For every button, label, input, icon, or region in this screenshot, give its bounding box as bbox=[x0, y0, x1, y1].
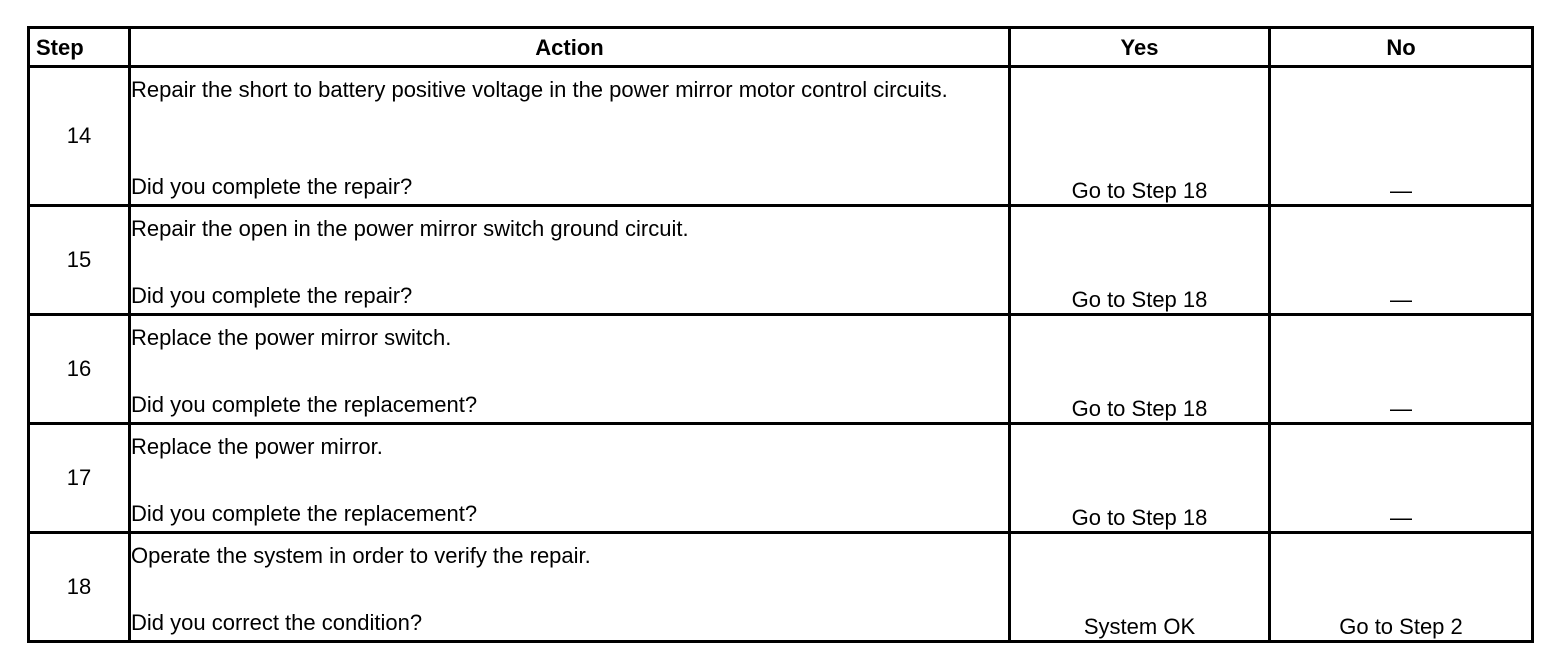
action-cell bbox=[130, 532, 1010, 641]
action-cell bbox=[130, 423, 1010, 532]
action-question: Did you complete the repair? bbox=[131, 282, 413, 308]
diagnostic-table bbox=[27, 26, 1534, 643]
table-row bbox=[29, 314, 1533, 423]
step-number: 17 bbox=[29, 423, 130, 532]
action-instruction: Replace the power mirror switch. bbox=[131, 324, 452, 350]
action-instruction: Repair the open in the power mirror switch ground circuit. bbox=[131, 215, 689, 241]
action-instruction: Repair the short to battery positive voltage in the power mirror motor control circuits. bbox=[131, 77, 948, 102]
step-number: 18 bbox=[29, 532, 130, 641]
header-yes: Yes bbox=[1010, 28, 1270, 67]
yes-result: Go to Step 18 bbox=[1010, 205, 1270, 314]
action-cell bbox=[130, 205, 1010, 314]
action-question: Did you correct the condition? bbox=[131, 610, 423, 635]
action-question: Did you complete the replacement? bbox=[131, 500, 478, 526]
table-row bbox=[29, 205, 1533, 314]
yes-result: System OK bbox=[1010, 532, 1270, 641]
header-step: Step bbox=[29, 28, 130, 67]
action-question: Did you complete the replacement? bbox=[131, 391, 478, 417]
action-instruction: Operate the system in order to verify the repair. bbox=[131, 542, 591, 568]
table-row bbox=[29, 67, 1533, 206]
table-row bbox=[29, 423, 1533, 532]
no-result: — bbox=[1270, 423, 1533, 532]
diagnostic-table-container bbox=[27, 26, 1531, 643]
header-no: No bbox=[1270, 28, 1533, 67]
no-result: — bbox=[1270, 67, 1533, 206]
step-number: 14 bbox=[29, 67, 130, 206]
step-number: 15 bbox=[29, 205, 130, 314]
table-row bbox=[29, 532, 1533, 641]
yes-result: Go to Step 18 bbox=[1010, 423, 1270, 532]
yes-result: Go to Step 18 bbox=[1010, 314, 1270, 423]
table-header-row bbox=[29, 28, 1533, 67]
action-cell bbox=[130, 67, 1010, 206]
action-question: Did you complete the repair? bbox=[131, 173, 413, 199]
step-number: 16 bbox=[29, 314, 130, 423]
no-result: Go to Step 2 bbox=[1270, 532, 1533, 641]
yes-result: Go to Step 18 bbox=[1010, 67, 1270, 206]
no-result: — bbox=[1270, 205, 1533, 314]
header-action: Action bbox=[130, 28, 1010, 67]
action-cell bbox=[130, 314, 1010, 423]
action-instruction: Replace the power mirror. bbox=[131, 433, 383, 459]
no-result: — bbox=[1270, 314, 1533, 423]
